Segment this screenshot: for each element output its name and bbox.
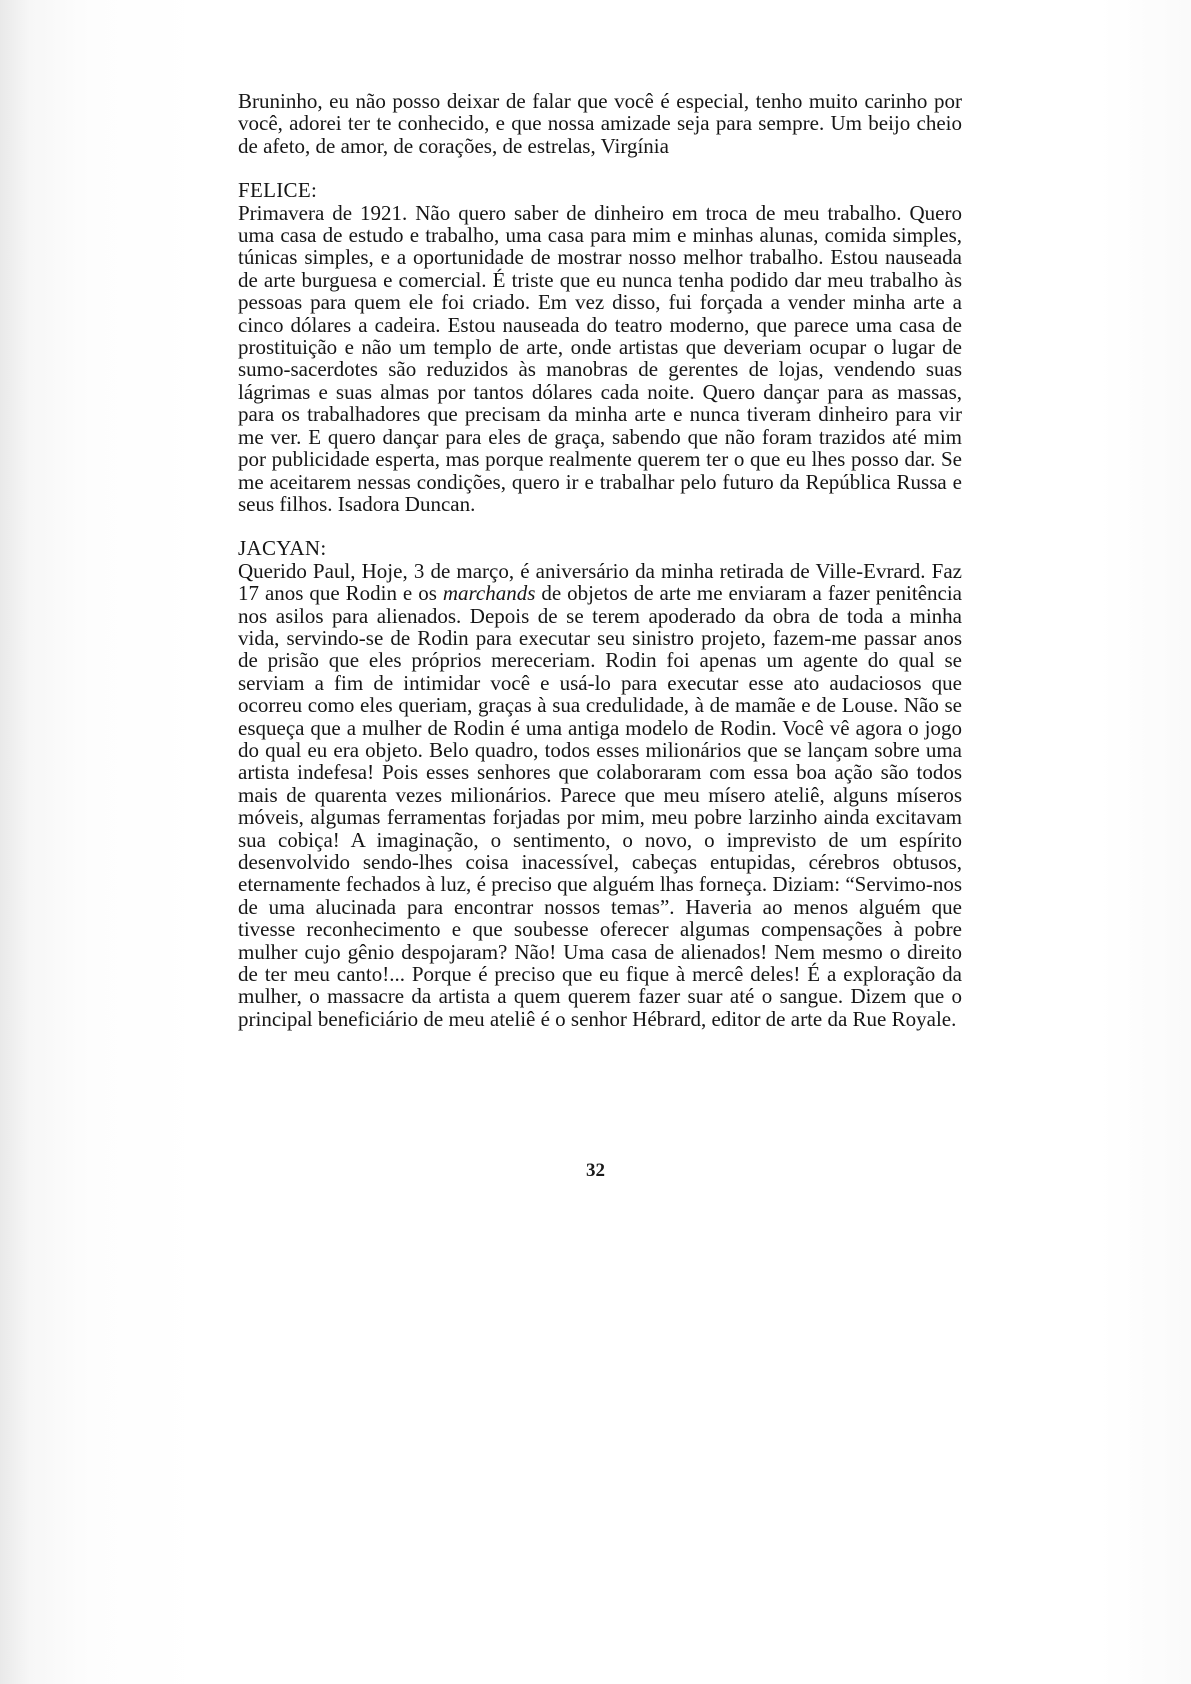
jacyan-italic-term: marchands <box>442 581 536 606</box>
jacyan-text-rest: de objetos de arte me enviaram a fazer penitência nos asilos para alienados. Depois de se terem apoderado da obra de toda a minha vida, servindo-se de Rodin para executar seu sinistro projeto, fazem-me passar anos de prisão que eles próprios mereceriam. Rodin foi apenas um agente do qual se serviam a fim de intimidar você e usá-lo para executar esse ato audaciosos que ocorreu como eles queriam, graças à sua credulidade, à de mamãe e de Louse. Não se esqueça que a mulher de Rodin é uma antiga modelo de Rodin. Você vê agora o jogo do qual eu era objeto. Belo quadro, todos esses milionários que se lançam sobre uma artista indefesa! Pois esses senhores que colaboraram com essa boa ação são todos mais de quarenta vezes milionários. Parece que meu mísero ateliê, alguns míseros móveis, algumas ferramentas forjadas por mim, meu pobre larzinho ainda excitavam sua cobiça! A imaginação, o sentimento, o novo, o imprevisto de um espírito desenvolvido sendo-lhes coisa inacessível, cabeças entupidas, cérebros obtusos, eternamente fechados à luz, é preciso que alguém lhas forneça. Diziam: “Servimo-nos de uma alucinada para encontrar nossos temas”. Haveria ao menos alguém que tivesse reconhecimento e que soubesse oferecer algumas compensações à pobre mulher cujo gênio despojaram? Não! Uma casa de alienados! Nem mesmo o direito de ter meu canto!... Porque é preciso que eu fique à mercê deles! É a exploração da mulher, o massacre da artista a quem querem fazer suar até o sangue. Dizem que o principal beneficiário de meu ateliê é o senhor Hébrard, editor de arte da Rue Royale. <box>238 581 963 1031</box>
opening-paragraph: Bruninho, eu não posso deixar de falar que você é especial, tenho muito carinho por você, adorei ter te conhecido, e que nossa amizade seja para sempre. Um beijo cheio de afeto, de amor, de corações, de estrelas, Virgínia <box>238 89 962 158</box>
speaker-felice: FELICE: <box>238 178 318 203</box>
jacyan-paragraph <box>238 560 962 1031</box>
felice-paragraph: Primavera de 1921. Não quero saber de dinheiro em troca de meu trabalho. Quero uma casa de estudo e trabalho, uma casa para mim e minhas alunas, comida simples, túnicas simples, e a oportunidade de mostrar nosso melhor trabalho. Estou nauseada de arte burguesa e comercial. É triste que eu nunca tenha podido dar meu trabalho às pessoas para quem ele foi criado. Em vez disso, fui forçada a vender minha arte a cinco dólares a cadeira. Estou nauseada do teatro moderno, que parece uma casa de prostituição e não um templo de arte, onde artistas que deveriam ocupar o lugar de sumo-sacerdotes são reduzidos às manobras de gerentes de lojas, vendendo suas lágrimas e suas almas por tantos dólares cada noite. Quero dançar para as massas, para os trabalhadores que precisam da minha arte e nunca tiveram dinheiro para vir me ver. E quero dançar para eles de graça, sabendo que não foram trazidos até mim por publicidade esperta, mas porque realmente querem ter o que eu lhes posso dar. Se me aceitarem nessas condições, quero ir e trabalhar pelo futuro da República Russa e seus filhos. Isadora Duncan. <box>238 200 962 516</box>
section-opening <box>238 90 962 157</box>
page-body <box>238 90 962 1030</box>
speaker-jacyan: JACYAN: <box>238 536 327 561</box>
page-number: 32 <box>586 1160 605 1181</box>
jacyan-text-start: Querido Paul, Hoje, 3 de março, é aniversário da minha retirada de Ville-Evrard. Faz 17 anos que Rodin e os <box>238 558 962 606</box>
section-felice <box>238 179 962 515</box>
section-jacyan <box>238 537 962 1030</box>
